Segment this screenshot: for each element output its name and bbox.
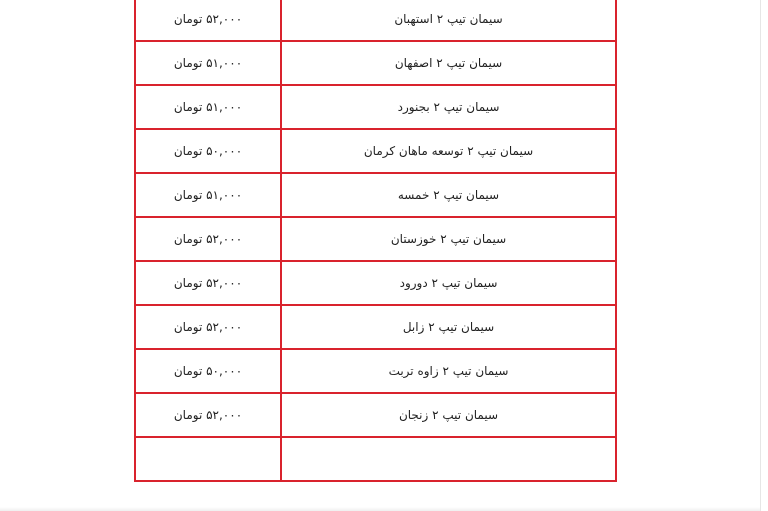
price-cell xyxy=(135,437,281,481)
price-text: ۵۰,۰۰۰ تومان xyxy=(173,144,243,158)
product-name-text: سیمان تیپ ۲ اصفهان xyxy=(394,56,503,70)
price-cell xyxy=(135,85,281,129)
product-name-cell xyxy=(281,173,616,217)
product-name-cell xyxy=(281,437,616,481)
cement-price-table xyxy=(134,0,617,482)
product-name-cell xyxy=(281,349,616,393)
product-name-cell xyxy=(281,305,616,349)
product-name-text: سیمان تیپ ۲ استهبان xyxy=(394,12,503,26)
price-cell xyxy=(135,349,281,393)
table-row xyxy=(135,173,616,217)
price-cell xyxy=(135,129,281,173)
table-row xyxy=(135,217,616,261)
price-text: ۵۱,۰۰۰ تومان xyxy=(173,188,243,202)
price-text: ۵۲,۰۰۰ تومان xyxy=(173,232,243,246)
table-row xyxy=(135,129,616,173)
product-name-cell xyxy=(281,393,616,437)
bottom-shadow xyxy=(0,507,760,511)
price-cell xyxy=(135,305,281,349)
product-name-cell xyxy=(281,129,616,173)
price-cell xyxy=(135,217,281,261)
product-name-text: سیمان تیپ ۲ توسعه ماهان کرمان xyxy=(363,144,534,158)
price-text: ۵۱,۰۰۰ تومان xyxy=(173,56,243,70)
product-name-text: سیمان تیپ ۲ خمسه xyxy=(397,188,500,202)
table-row xyxy=(135,393,616,437)
table-row xyxy=(135,261,616,305)
product-name-text: سیمان تیپ ۲ دورود xyxy=(399,276,498,290)
price-text: ۵۲,۰۰۰ تومان xyxy=(173,276,243,290)
table-row xyxy=(135,349,616,393)
price-text: ۵۰,۰۰۰ تومان xyxy=(173,364,243,378)
product-name-cell xyxy=(281,0,616,41)
product-name-text: سیمان تیپ ۲ خوزستان xyxy=(390,232,507,246)
product-name-cell xyxy=(281,41,616,85)
product-name-text: سیمان تیپ ۲ زابل xyxy=(402,320,495,334)
table-row xyxy=(135,41,616,85)
price-text: ۵۱,۰۰۰ تومان xyxy=(173,100,243,114)
product-name-cell xyxy=(281,261,616,305)
page-edge-divider xyxy=(760,0,761,511)
price-text: ۵۲,۰۰۰ تومان xyxy=(173,408,243,422)
price-text: ۵۲,۰۰۰ تومان xyxy=(173,320,243,334)
price-cell xyxy=(135,0,281,41)
price-cell xyxy=(135,393,281,437)
price-cell xyxy=(135,261,281,305)
table-row xyxy=(135,85,616,129)
product-name-text: سیمان تیپ ۲ زنجان xyxy=(398,408,499,422)
product-name-text: سیمان تیپ ۲ بجنورد xyxy=(397,100,500,114)
price-cell xyxy=(135,173,281,217)
table-row xyxy=(135,305,616,349)
product-name-text: سیمان تیپ ۲ زاوه تربت xyxy=(388,364,509,378)
table-row xyxy=(135,0,616,41)
price-cell xyxy=(135,41,281,85)
table-row-empty xyxy=(135,437,616,481)
price-table-container xyxy=(134,0,615,482)
product-name-cell xyxy=(281,217,616,261)
product-name-cell xyxy=(281,85,616,129)
price-text: ۵۲,۰۰۰ تومان xyxy=(173,12,243,26)
